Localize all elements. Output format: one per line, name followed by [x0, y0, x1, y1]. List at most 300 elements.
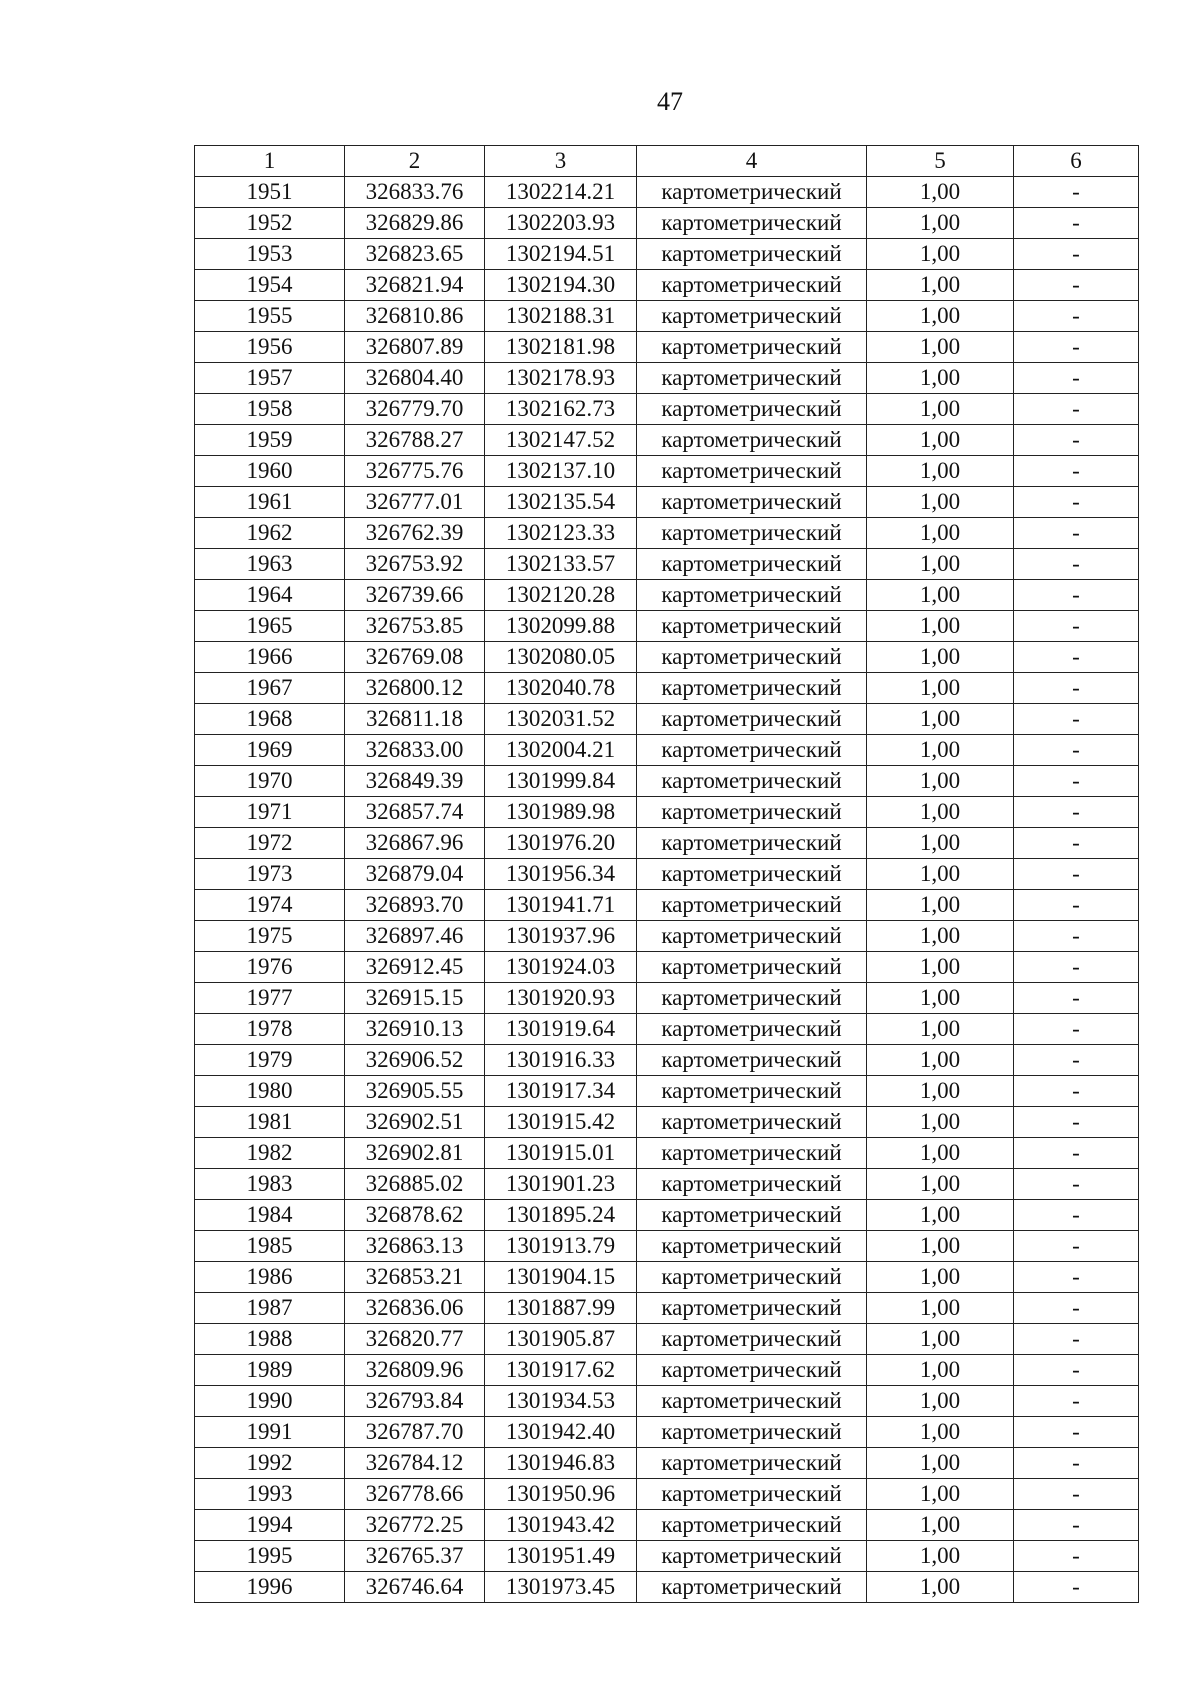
point-number-cell: 1980	[195, 1076, 345, 1107]
x-coordinate-cell: 326829.86	[345, 208, 485, 239]
x-coordinate-cell: 326902.81	[345, 1138, 485, 1169]
x-coordinate-cell: 326867.96	[345, 828, 485, 859]
table-row	[195, 332, 1139, 363]
y-coordinate-cell: 1301913.79	[485, 1231, 637, 1262]
x-coordinate-cell: 326910.13	[345, 1014, 485, 1045]
y-coordinate-cell: 1301917.34	[485, 1076, 637, 1107]
x-coordinate-cell: 326915.15	[345, 983, 485, 1014]
table-row	[195, 859, 1139, 890]
method-cell: картометрический	[637, 518, 867, 549]
y-coordinate-cell: 1301934.53	[485, 1386, 637, 1417]
x-coordinate-cell: 326784.12	[345, 1448, 485, 1479]
accuracy-cell: 1,00	[867, 456, 1014, 487]
accuracy-cell: 1,00	[867, 1510, 1014, 1541]
note-cell: -	[1014, 1014, 1139, 1045]
y-coordinate-cell: 1302181.98	[485, 332, 637, 363]
note-cell: -	[1014, 921, 1139, 952]
accuracy-cell: 1,00	[867, 1324, 1014, 1355]
note-cell: -	[1014, 301, 1139, 332]
note-cell: -	[1014, 859, 1139, 890]
note-cell: -	[1014, 1479, 1139, 1510]
method-cell: картометрический	[637, 270, 867, 301]
table-row	[195, 797, 1139, 828]
method-cell: картометрический	[637, 1386, 867, 1417]
method-cell: картометрический	[637, 1293, 867, 1324]
point-number-cell: 1966	[195, 642, 345, 673]
point-number-cell: 1992	[195, 1448, 345, 1479]
method-cell: картометрический	[637, 1138, 867, 1169]
x-coordinate-cell: 326833.00	[345, 735, 485, 766]
method-cell: картометрический	[637, 704, 867, 735]
x-coordinate-cell: 326912.45	[345, 952, 485, 983]
table-row	[195, 1231, 1139, 1262]
method-cell: картометрический	[637, 921, 867, 952]
note-cell: -	[1014, 549, 1139, 580]
y-coordinate-cell: 1301920.93	[485, 983, 637, 1014]
y-coordinate-cell: 1302031.52	[485, 704, 637, 735]
table-row	[195, 208, 1139, 239]
method-cell: картометрический	[637, 1510, 867, 1541]
y-coordinate-cell: 1301895.24	[485, 1200, 637, 1231]
note-cell: -	[1014, 580, 1139, 611]
y-coordinate-cell: 1301943.42	[485, 1510, 637, 1541]
note-cell: -	[1014, 1541, 1139, 1572]
note-cell: -	[1014, 797, 1139, 828]
column-header: 3	[485, 146, 637, 177]
note-cell: -	[1014, 611, 1139, 642]
table-row	[195, 301, 1139, 332]
x-coordinate-cell: 326810.86	[345, 301, 485, 332]
table-row	[195, 735, 1139, 766]
note-cell: -	[1014, 1045, 1139, 1076]
x-coordinate-cell: 326823.65	[345, 239, 485, 270]
point-number-cell: 1993	[195, 1479, 345, 1510]
table-row	[195, 1448, 1139, 1479]
y-coordinate-cell: 1302133.57	[485, 549, 637, 580]
x-coordinate-cell: 326769.08	[345, 642, 485, 673]
point-number-cell: 1951	[195, 177, 345, 208]
note-cell: -	[1014, 1107, 1139, 1138]
table-row	[195, 1541, 1139, 1572]
method-cell: картометрический	[637, 952, 867, 983]
table-row	[195, 642, 1139, 673]
column-header: 2	[345, 146, 485, 177]
point-number-cell: 1974	[195, 890, 345, 921]
point-number-cell: 1975	[195, 921, 345, 952]
x-coordinate-cell: 326775.76	[345, 456, 485, 487]
accuracy-cell: 1,00	[867, 1231, 1014, 1262]
table-row	[195, 177, 1139, 208]
table-row	[195, 1138, 1139, 1169]
point-number-cell: 1972	[195, 828, 345, 859]
table-row	[195, 363, 1139, 394]
note-cell: -	[1014, 1138, 1139, 1169]
method-cell: картометрический	[637, 890, 867, 921]
note-cell: -	[1014, 1386, 1139, 1417]
accuracy-cell: 1,00	[867, 1448, 1014, 1479]
table-row	[195, 239, 1139, 270]
y-coordinate-cell: 1301942.40	[485, 1417, 637, 1448]
note-cell: -	[1014, 1417, 1139, 1448]
note-cell: -	[1014, 332, 1139, 363]
method-cell: картометрический	[637, 1200, 867, 1231]
point-number-cell: 1988	[195, 1324, 345, 1355]
method-cell: картометрический	[637, 394, 867, 425]
method-cell: картометрический	[637, 1448, 867, 1479]
accuracy-cell: 1,00	[867, 239, 1014, 270]
y-coordinate-cell: 1301956.34	[485, 859, 637, 890]
x-coordinate-cell: 326878.62	[345, 1200, 485, 1231]
x-coordinate-cell: 326762.39	[345, 518, 485, 549]
y-coordinate-cell: 1301916.33	[485, 1045, 637, 1076]
x-coordinate-cell: 326821.94	[345, 270, 485, 301]
table-row	[195, 518, 1139, 549]
x-coordinate-cell: 326765.37	[345, 1541, 485, 1572]
point-number-cell: 1969	[195, 735, 345, 766]
table-row	[195, 1417, 1139, 1448]
note-cell: -	[1014, 828, 1139, 859]
accuracy-cell: 1,00	[867, 1541, 1014, 1572]
x-coordinate-cell: 326879.04	[345, 859, 485, 890]
point-number-cell: 1981	[195, 1107, 345, 1138]
note-cell: -	[1014, 1231, 1139, 1262]
note-cell: -	[1014, 1262, 1139, 1293]
column-header: 6	[1014, 146, 1139, 177]
accuracy-cell: 1,00	[867, 1355, 1014, 1386]
note-cell: -	[1014, 766, 1139, 797]
method-cell: картометрический	[637, 1572, 867, 1603]
method-cell: картометрический	[637, 425, 867, 456]
method-cell: картометрический	[637, 1107, 867, 1138]
x-coordinate-cell: 326857.74	[345, 797, 485, 828]
table-row	[195, 1479, 1139, 1510]
method-cell: картометрический	[637, 301, 867, 332]
point-number-cell: 1996	[195, 1572, 345, 1603]
y-coordinate-cell: 1301999.84	[485, 766, 637, 797]
y-coordinate-cell: 1301917.62	[485, 1355, 637, 1386]
point-number-cell: 1978	[195, 1014, 345, 1045]
x-coordinate-cell: 326739.66	[345, 580, 485, 611]
point-number-cell: 1973	[195, 859, 345, 890]
y-coordinate-cell: 1302080.05	[485, 642, 637, 673]
accuracy-cell: 1,00	[867, 1479, 1014, 1510]
table-row	[195, 1572, 1139, 1603]
x-coordinate-cell: 326863.13	[345, 1231, 485, 1262]
accuracy-cell: 1,00	[867, 301, 1014, 332]
method-cell: картометрический	[637, 1045, 867, 1076]
accuracy-cell: 1,00	[867, 394, 1014, 425]
accuracy-cell: 1,00	[867, 580, 1014, 611]
x-coordinate-cell: 326885.02	[345, 1169, 485, 1200]
accuracy-cell: 1,00	[867, 1262, 1014, 1293]
method-cell: картометрический	[637, 549, 867, 580]
x-coordinate-cell: 326897.46	[345, 921, 485, 952]
y-coordinate-cell: 1301915.01	[485, 1138, 637, 1169]
table-row	[195, 1510, 1139, 1541]
y-coordinate-cell: 1302099.88	[485, 611, 637, 642]
method-cell: картометрический	[637, 1541, 867, 1572]
y-coordinate-cell: 1302178.93	[485, 363, 637, 394]
y-coordinate-cell: 1301976.20	[485, 828, 637, 859]
point-number-cell: 1986	[195, 1262, 345, 1293]
table-row	[195, 1293, 1139, 1324]
x-coordinate-cell: 326905.55	[345, 1076, 485, 1107]
x-coordinate-cell: 326853.21	[345, 1262, 485, 1293]
y-coordinate-cell: 1301950.96	[485, 1479, 637, 1510]
table-row	[195, 456, 1139, 487]
point-number-cell: 1970	[195, 766, 345, 797]
x-coordinate-cell: 326809.96	[345, 1355, 485, 1386]
method-cell: картометрический	[637, 611, 867, 642]
accuracy-cell: 1,00	[867, 1138, 1014, 1169]
point-number-cell: 1959	[195, 425, 345, 456]
table-row	[195, 1169, 1139, 1200]
point-number-cell: 1962	[195, 518, 345, 549]
note-cell: -	[1014, 425, 1139, 456]
method-cell: картометрический	[637, 1262, 867, 1293]
point-number-cell: 1976	[195, 952, 345, 983]
note-cell: -	[1014, 363, 1139, 394]
point-number-cell: 1960	[195, 456, 345, 487]
point-number-cell: 1967	[195, 673, 345, 704]
point-number-cell: 1987	[195, 1293, 345, 1324]
accuracy-cell: 1,00	[867, 704, 1014, 735]
accuracy-cell: 1,00	[867, 270, 1014, 301]
y-coordinate-cell: 1302194.51	[485, 239, 637, 270]
note-cell: -	[1014, 952, 1139, 983]
x-coordinate-cell: 326800.12	[345, 673, 485, 704]
x-coordinate-cell: 326902.51	[345, 1107, 485, 1138]
table-row	[195, 611, 1139, 642]
note-cell: -	[1014, 1324, 1139, 1355]
method-cell: картометрический	[637, 487, 867, 518]
table-row	[195, 704, 1139, 735]
table-row	[195, 549, 1139, 580]
note-cell: -	[1014, 456, 1139, 487]
y-coordinate-cell: 1301887.99	[485, 1293, 637, 1324]
x-coordinate-cell: 326778.66	[345, 1479, 485, 1510]
point-number-cell: 1991	[195, 1417, 345, 1448]
note-cell: -	[1014, 983, 1139, 1014]
note-cell: -	[1014, 704, 1139, 735]
point-number-cell: 1977	[195, 983, 345, 1014]
point-number-cell: 1964	[195, 580, 345, 611]
table-row	[195, 1200, 1139, 1231]
y-coordinate-cell: 1302004.21	[485, 735, 637, 766]
method-cell: картометрический	[637, 859, 867, 890]
note-cell: -	[1014, 642, 1139, 673]
note-cell: -	[1014, 239, 1139, 270]
note-cell: -	[1014, 518, 1139, 549]
x-coordinate-cell: 326753.92	[345, 549, 485, 580]
accuracy-cell: 1,00	[867, 921, 1014, 952]
point-number-cell: 1990	[195, 1386, 345, 1417]
method-cell: картометрический	[637, 1014, 867, 1045]
point-number-cell: 1979	[195, 1045, 345, 1076]
accuracy-cell: 1,00	[867, 766, 1014, 797]
accuracy-cell: 1,00	[867, 332, 1014, 363]
accuracy-cell: 1,00	[867, 549, 1014, 580]
accuracy-cell: 1,00	[867, 673, 1014, 704]
note-cell: -	[1014, 1448, 1139, 1479]
accuracy-cell: 1,00	[867, 859, 1014, 890]
y-coordinate-cell: 1301941.71	[485, 890, 637, 921]
point-number-cell: 1954	[195, 270, 345, 301]
accuracy-cell: 1,00	[867, 1200, 1014, 1231]
method-cell: картометрический	[637, 580, 867, 611]
note-cell: -	[1014, 487, 1139, 518]
accuracy-cell: 1,00	[867, 611, 1014, 642]
method-cell: картометрический	[637, 177, 867, 208]
table-row	[195, 952, 1139, 983]
x-coordinate-cell: 326833.76	[345, 177, 485, 208]
accuracy-cell: 1,00	[867, 1076, 1014, 1107]
table-row	[195, 425, 1139, 456]
note-cell: -	[1014, 1355, 1139, 1386]
method-cell: картометрический	[637, 828, 867, 859]
y-coordinate-cell: 1302162.73	[485, 394, 637, 425]
note-cell: -	[1014, 1169, 1139, 1200]
accuracy-cell: 1,00	[867, 642, 1014, 673]
note-cell: -	[1014, 1572, 1139, 1603]
point-number-cell: 1995	[195, 1541, 345, 1572]
note-cell: -	[1014, 177, 1139, 208]
y-coordinate-cell: 1302214.21	[485, 177, 637, 208]
method-cell: картометрический	[637, 1479, 867, 1510]
method-cell: картометрический	[637, 456, 867, 487]
point-number-cell: 1994	[195, 1510, 345, 1541]
method-cell: картометрический	[637, 1324, 867, 1355]
accuracy-cell: 1,00	[867, 1417, 1014, 1448]
accuracy-cell: 1,00	[867, 363, 1014, 394]
accuracy-cell: 1,00	[867, 983, 1014, 1014]
note-cell: -	[1014, 1293, 1139, 1324]
x-coordinate-cell: 326772.25	[345, 1510, 485, 1541]
table-row	[195, 394, 1139, 425]
table-row	[195, 983, 1139, 1014]
point-number-cell: 1982	[195, 1138, 345, 1169]
x-coordinate-cell: 326804.40	[345, 363, 485, 394]
table-row	[195, 1262, 1139, 1293]
point-number-cell: 1971	[195, 797, 345, 828]
method-cell: картометрический	[637, 766, 867, 797]
accuracy-cell: 1,00	[867, 1045, 1014, 1076]
note-cell: -	[1014, 735, 1139, 766]
y-coordinate-cell: 1301901.23	[485, 1169, 637, 1200]
point-number-cell: 1989	[195, 1355, 345, 1386]
x-coordinate-cell: 326849.39	[345, 766, 485, 797]
table-row	[195, 1355, 1139, 1386]
x-coordinate-cell: 326779.70	[345, 394, 485, 425]
accuracy-cell: 1,00	[867, 1169, 1014, 1200]
x-coordinate-cell: 326753.85	[345, 611, 485, 642]
y-coordinate-cell: 1302203.93	[485, 208, 637, 239]
point-number-cell: 1952	[195, 208, 345, 239]
accuracy-cell: 1,00	[867, 952, 1014, 983]
y-coordinate-cell: 1301989.98	[485, 797, 637, 828]
table-row	[195, 1386, 1139, 1417]
accuracy-cell: 1,00	[867, 1107, 1014, 1138]
y-coordinate-cell: 1301951.49	[485, 1541, 637, 1572]
accuracy-cell: 1,00	[867, 1572, 1014, 1603]
y-coordinate-cell: 1302040.78	[485, 673, 637, 704]
accuracy-cell: 1,00	[867, 797, 1014, 828]
x-coordinate-cell: 326793.84	[345, 1386, 485, 1417]
table-row	[195, 580, 1139, 611]
x-coordinate-cell: 326787.70	[345, 1417, 485, 1448]
y-coordinate-cell: 1301946.83	[485, 1448, 637, 1479]
coordinates-table	[194, 145, 1139, 1603]
y-coordinate-cell: 1302123.33	[485, 518, 637, 549]
accuracy-cell: 1,00	[867, 425, 1014, 456]
x-coordinate-cell: 326777.01	[345, 487, 485, 518]
point-number-cell: 1961	[195, 487, 345, 518]
accuracy-cell: 1,00	[867, 177, 1014, 208]
x-coordinate-cell: 326906.52	[345, 1045, 485, 1076]
table-row	[195, 270, 1139, 301]
x-coordinate-cell: 326788.27	[345, 425, 485, 456]
y-coordinate-cell: 1301904.15	[485, 1262, 637, 1293]
x-coordinate-cell: 326746.64	[345, 1572, 485, 1603]
table-row	[195, 1014, 1139, 1045]
method-cell: картометрический	[637, 208, 867, 239]
column-header: 5	[867, 146, 1014, 177]
point-number-cell: 1963	[195, 549, 345, 580]
method-cell: картометрический	[637, 332, 867, 363]
note-cell: -	[1014, 673, 1139, 704]
table-row	[195, 1076, 1139, 1107]
table-header-row	[195, 146, 1139, 177]
point-number-cell: 1984	[195, 1200, 345, 1231]
method-cell: картометрический	[637, 642, 867, 673]
column-header: 4	[637, 146, 867, 177]
table-row	[195, 1045, 1139, 1076]
method-cell: картометрический	[637, 735, 867, 766]
y-coordinate-cell: 1301937.96	[485, 921, 637, 952]
note-cell: -	[1014, 1510, 1139, 1541]
method-cell: картометрический	[637, 983, 867, 1014]
method-cell: картометрический	[637, 673, 867, 704]
y-coordinate-cell: 1301919.64	[485, 1014, 637, 1045]
method-cell: картометрический	[637, 1076, 867, 1107]
y-coordinate-cell: 1301905.87	[485, 1324, 637, 1355]
method-cell: картометрический	[637, 1355, 867, 1386]
accuracy-cell: 1,00	[867, 1293, 1014, 1324]
table-row	[195, 1107, 1139, 1138]
table-row	[195, 890, 1139, 921]
y-coordinate-cell: 1301924.03	[485, 952, 637, 983]
table-row	[195, 1324, 1139, 1355]
y-coordinate-cell: 1302120.28	[485, 580, 637, 611]
point-number-cell: 1968	[195, 704, 345, 735]
accuracy-cell: 1,00	[867, 890, 1014, 921]
note-cell: -	[1014, 208, 1139, 239]
y-coordinate-cell: 1302194.30	[485, 270, 637, 301]
table-row	[195, 828, 1139, 859]
y-coordinate-cell: 1302135.54	[485, 487, 637, 518]
y-coordinate-cell: 1302137.10	[485, 456, 637, 487]
point-number-cell: 1985	[195, 1231, 345, 1262]
accuracy-cell: 1,00	[867, 1014, 1014, 1045]
point-number-cell: 1958	[195, 394, 345, 425]
note-cell: -	[1014, 270, 1139, 301]
point-number-cell: 1953	[195, 239, 345, 270]
accuracy-cell: 1,00	[867, 487, 1014, 518]
method-cell: картометрический	[637, 363, 867, 394]
y-coordinate-cell: 1301973.45	[485, 1572, 637, 1603]
accuracy-cell: 1,00	[867, 735, 1014, 766]
x-coordinate-cell: 326836.06	[345, 1293, 485, 1324]
